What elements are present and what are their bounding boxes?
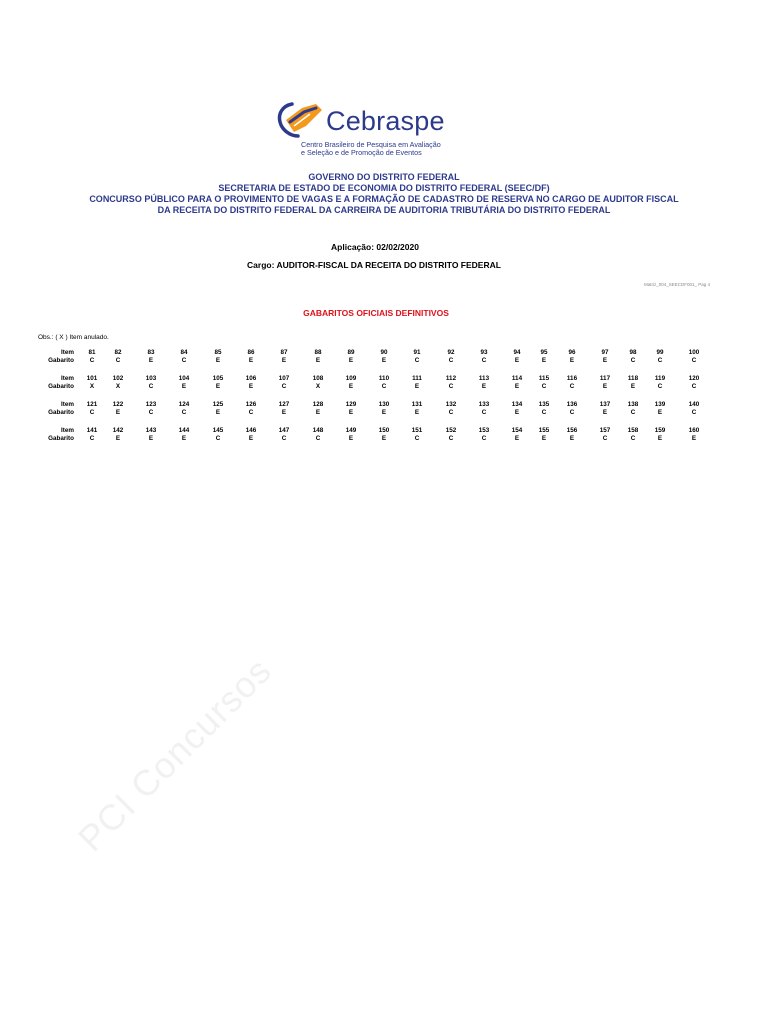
item-number: 91 [413, 349, 421, 356]
item-number: 136 [566, 401, 578, 408]
gabarito-answer: C [541, 383, 547, 390]
item-number: 81 [88, 349, 96, 356]
gabarito-answer: C [602, 435, 608, 442]
item-number: 149 [345, 427, 357, 434]
gabarito-answer: C [481, 357, 487, 364]
gabarito-answer: E [348, 357, 354, 364]
gabarito-answer: E [602, 409, 608, 416]
item-number: 118 [627, 375, 639, 382]
gabarito-answer: C [630, 435, 636, 442]
gabarito-row-label: Gabarito [48, 357, 74, 364]
item-number: 139 [654, 401, 666, 408]
item-number: 121 [86, 401, 98, 408]
gabarito-answer: C [248, 409, 254, 416]
gabarito-row-label: Gabarito [48, 409, 74, 416]
item-number: 93 [480, 349, 488, 356]
item-number: 137 [599, 401, 611, 408]
gabarito-answer: C [448, 409, 454, 416]
gabarito-answer: C [448, 357, 454, 364]
gabarito-answer: C [414, 435, 420, 442]
item-number: 134 [511, 401, 523, 408]
cebraspe-logo-icon [276, 100, 324, 142]
item-number: 135 [538, 401, 550, 408]
gabarito-answer: E [181, 383, 187, 390]
gabarito-answer: E [315, 357, 321, 364]
gabarito-answer: E [602, 357, 608, 364]
gabarito-answer: C [630, 357, 636, 364]
gabarito-answer: E [115, 435, 121, 442]
gabarito-answer: E [569, 357, 575, 364]
item-number: 122 [112, 401, 124, 408]
item-row-label: Item [61, 375, 74, 382]
gabarito-answer: E [514, 357, 520, 364]
gabarito-answer: C [481, 409, 487, 416]
item-number: 96 [568, 349, 576, 356]
answer-block [0, 374, 768, 400]
item-number: 152 [445, 427, 457, 434]
item-row-label: Item [61, 349, 74, 356]
gabarito-answer: E [381, 357, 387, 364]
gabarito-answer: C [691, 357, 697, 364]
gabarito-answer: E [215, 383, 221, 390]
item-number: 114 [511, 375, 523, 382]
item-number: 132 [445, 401, 457, 408]
gabarito-answer: E [315, 409, 321, 416]
item-number: 92 [447, 349, 455, 356]
gabarito-answer: E [381, 435, 387, 442]
document-header [0, 172, 768, 216]
brand-name: Cebraspe [326, 106, 445, 136]
gabarito-answer: X [315, 383, 321, 390]
item-number: 101 [86, 375, 98, 382]
gabarito-answer: C [215, 435, 221, 442]
item-number: 119 [654, 375, 666, 382]
observation-note: Obs.: ( X ) Item anulado. [38, 334, 109, 341]
gabarito-answer: E [115, 409, 121, 416]
item-number: 116 [566, 375, 578, 382]
gabarito-answer: C [381, 383, 387, 390]
gabarito-row-label: Gabarito [48, 435, 74, 442]
item-number: 156 [566, 427, 578, 434]
item-number: 124 [178, 401, 190, 408]
item-number: 157 [599, 427, 611, 434]
gabarito-answer: C [181, 357, 187, 364]
gabarito-answer: C [691, 383, 697, 390]
item-number: 103 [145, 375, 157, 382]
item-number: 129 [345, 401, 357, 408]
gabarito-answer: E [348, 435, 354, 442]
gabarito-answer: C [481, 435, 487, 442]
item-number: 130 [378, 401, 390, 408]
item-number: 123 [145, 401, 157, 408]
item-number: 128 [312, 401, 324, 408]
gabarito-answer: C [281, 435, 287, 442]
item-number: 105 [212, 375, 224, 382]
item-number: 145 [212, 427, 224, 434]
item-number: 155 [538, 427, 550, 434]
gabarito-answer: X [115, 383, 121, 390]
item-row-label: Item [61, 427, 74, 434]
item-number: 99 [656, 349, 664, 356]
gabarito-answer: E [691, 435, 697, 442]
gabarito-row-label: Gabarito [48, 383, 74, 390]
item-number: 158 [627, 427, 639, 434]
item-number: 143 [145, 427, 157, 434]
aplicacao-date: Aplicação: 02/02/2020 [331, 242, 419, 252]
item-number: 97 [601, 349, 609, 356]
gabarito-answer: E [657, 435, 663, 442]
gabarito-answer: E [514, 409, 520, 416]
gabarito-answer: E [541, 435, 547, 442]
gabarito-answer: X [89, 383, 95, 390]
brand-subtitle-line2: e Seleção e de Promoção de Eventos [301, 148, 422, 157]
item-number: 160 [688, 427, 700, 434]
item-number: 87 [280, 349, 288, 356]
item-number: 110 [378, 375, 390, 382]
item-number: 144 [178, 427, 190, 434]
item-number: 94 [513, 349, 521, 356]
item-number: 126 [245, 401, 257, 408]
item-number: 146 [245, 427, 257, 434]
gabarito-answer: C [657, 357, 663, 364]
item-number: 82 [114, 349, 122, 356]
item-number: 113 [478, 375, 490, 382]
item-number: 109 [345, 375, 357, 382]
item-number: 120 [688, 375, 700, 382]
item-number: 133 [478, 401, 490, 408]
gabarito-answer: C [89, 435, 95, 442]
gabarito-answer: E [148, 357, 154, 364]
gabarito-answer: E [481, 383, 487, 390]
item-number: 117 [599, 375, 611, 382]
item-number: 142 [112, 427, 124, 434]
item-number: 147 [278, 427, 290, 434]
item-number: 112 [445, 375, 457, 382]
gabarito-answer: C [414, 357, 420, 364]
gabarito-answer: E [215, 357, 221, 364]
item-number: 95 [540, 349, 548, 356]
gabarito-answer: E [414, 409, 420, 416]
item-number: 89 [347, 349, 355, 356]
gabarito-answer: C [569, 409, 575, 416]
gabarito-answer: C [89, 409, 95, 416]
answer-block [0, 426, 768, 452]
gabarito-answer: C [148, 409, 154, 416]
item-number: 102 [112, 375, 124, 382]
item-number: 98 [629, 349, 637, 356]
gabaritos-title: GABARITOS OFICIAIS DEFINITIVOS [303, 308, 449, 318]
item-number: 153 [478, 427, 490, 434]
item-number: 127 [278, 401, 290, 408]
brand-subtitle-line1: Centro Brasileiro de Pesquisa em Avaliação [301, 140, 441, 149]
gabarito-answer: E [541, 357, 547, 364]
answer-block [0, 400, 768, 426]
gabarito-answer: E [630, 383, 636, 390]
item-number: 111 [412, 375, 422, 382]
gabarito-answer: E [514, 383, 520, 390]
item-number: 159 [654, 427, 666, 434]
gabarito-answer: C [315, 435, 321, 442]
gabarito-answer: C [630, 409, 636, 416]
gabarito-answer: C [181, 409, 187, 416]
item-number: 86 [247, 349, 255, 356]
item-number: 88 [314, 349, 322, 356]
item-number: 140 [688, 401, 700, 408]
gabarito-answer: E [281, 357, 287, 364]
gabarito-answer: E [414, 383, 420, 390]
gabarito-answer: E [381, 409, 387, 416]
item-number: 138 [627, 401, 639, 408]
item-number: 90 [380, 349, 388, 356]
gabarito-answer: E [514, 435, 520, 442]
item-number: 148 [312, 427, 324, 434]
item-number: 125 [212, 401, 224, 408]
gabarito-answer: C [448, 435, 454, 442]
item-row-label: Item [61, 401, 74, 408]
gabarito-answer: C [89, 357, 95, 364]
header-line-2: SECRETARIA DE ESTADO DE ECONOMIA DO DISTRITO FEDERAL (SEEC/DF) [218, 183, 550, 193]
gabarito-answer: E [248, 357, 254, 364]
item-number: 107 [278, 375, 290, 382]
header-line-3: CONCURSO PÚBLICO PARA O PROVIMENTO DE VAGAS E A FORMAÇÃO DE CADASTRO DE RESERVA NO CARGO DE AUDITOR FISCAL [89, 194, 679, 204]
item-number: 131 [411, 401, 423, 408]
header-line-4: DA RECEITA DO DISTRITO FEDERAL DA CARREIRA DE AUDITORIA TRIBUTÁRIA DO DISTRITO FEDERAL [157, 205, 611, 215]
item-number: 106 [245, 375, 257, 382]
watermark: PCI Concursos [70, 649, 280, 859]
gabarito-answer: C [569, 383, 575, 390]
reference-code: Matriz_004_SEECDF001_ Pag 4 [643, 282, 710, 287]
item-number: 108 [312, 375, 324, 382]
gabarito-answer: C [281, 383, 287, 390]
answer-block [0, 348, 768, 374]
item-number: 141 [86, 427, 98, 434]
gabarito-answer: E [602, 383, 608, 390]
gabarito-answer: E [248, 435, 254, 442]
gabarito-answer: C [448, 383, 454, 390]
gabarito-answer: C [541, 409, 547, 416]
gabarito-answer: E [348, 409, 354, 416]
cargo-title: Cargo: AUDITOR-FISCAL DA RECEITA DO DISTRITO FEDERAL [247, 260, 501, 270]
gabarito-answer: E [248, 383, 254, 390]
item-number: 150 [378, 427, 390, 434]
item-number: 85 [214, 349, 222, 356]
item-number: 100 [688, 349, 700, 356]
gabarito-answer: E [215, 409, 221, 416]
gabarito-answer: C [657, 383, 663, 390]
item-number: 151 [411, 427, 423, 434]
header-line-1: GOVERNO DO DISTRITO FEDERAL [308, 172, 460, 182]
gabarito-answer: E [148, 435, 154, 442]
item-number: 104 [178, 375, 190, 382]
gabarito-answer: E [569, 435, 575, 442]
gabarito-answer: E [181, 435, 187, 442]
item-number: 83 [147, 349, 155, 356]
item-number: 115 [538, 375, 550, 382]
item-number: 84 [180, 349, 188, 356]
gabarito-answer: C [115, 357, 121, 364]
cebraspe-logo [276, 100, 476, 160]
gabarito-answer: E [281, 409, 287, 416]
gabarito-answer: C [148, 383, 154, 390]
gabarito-answer: E [348, 383, 354, 390]
gabarito-answer: C [691, 409, 697, 416]
gabarito-answer: E [657, 409, 663, 416]
item-number: 154 [511, 427, 523, 434]
